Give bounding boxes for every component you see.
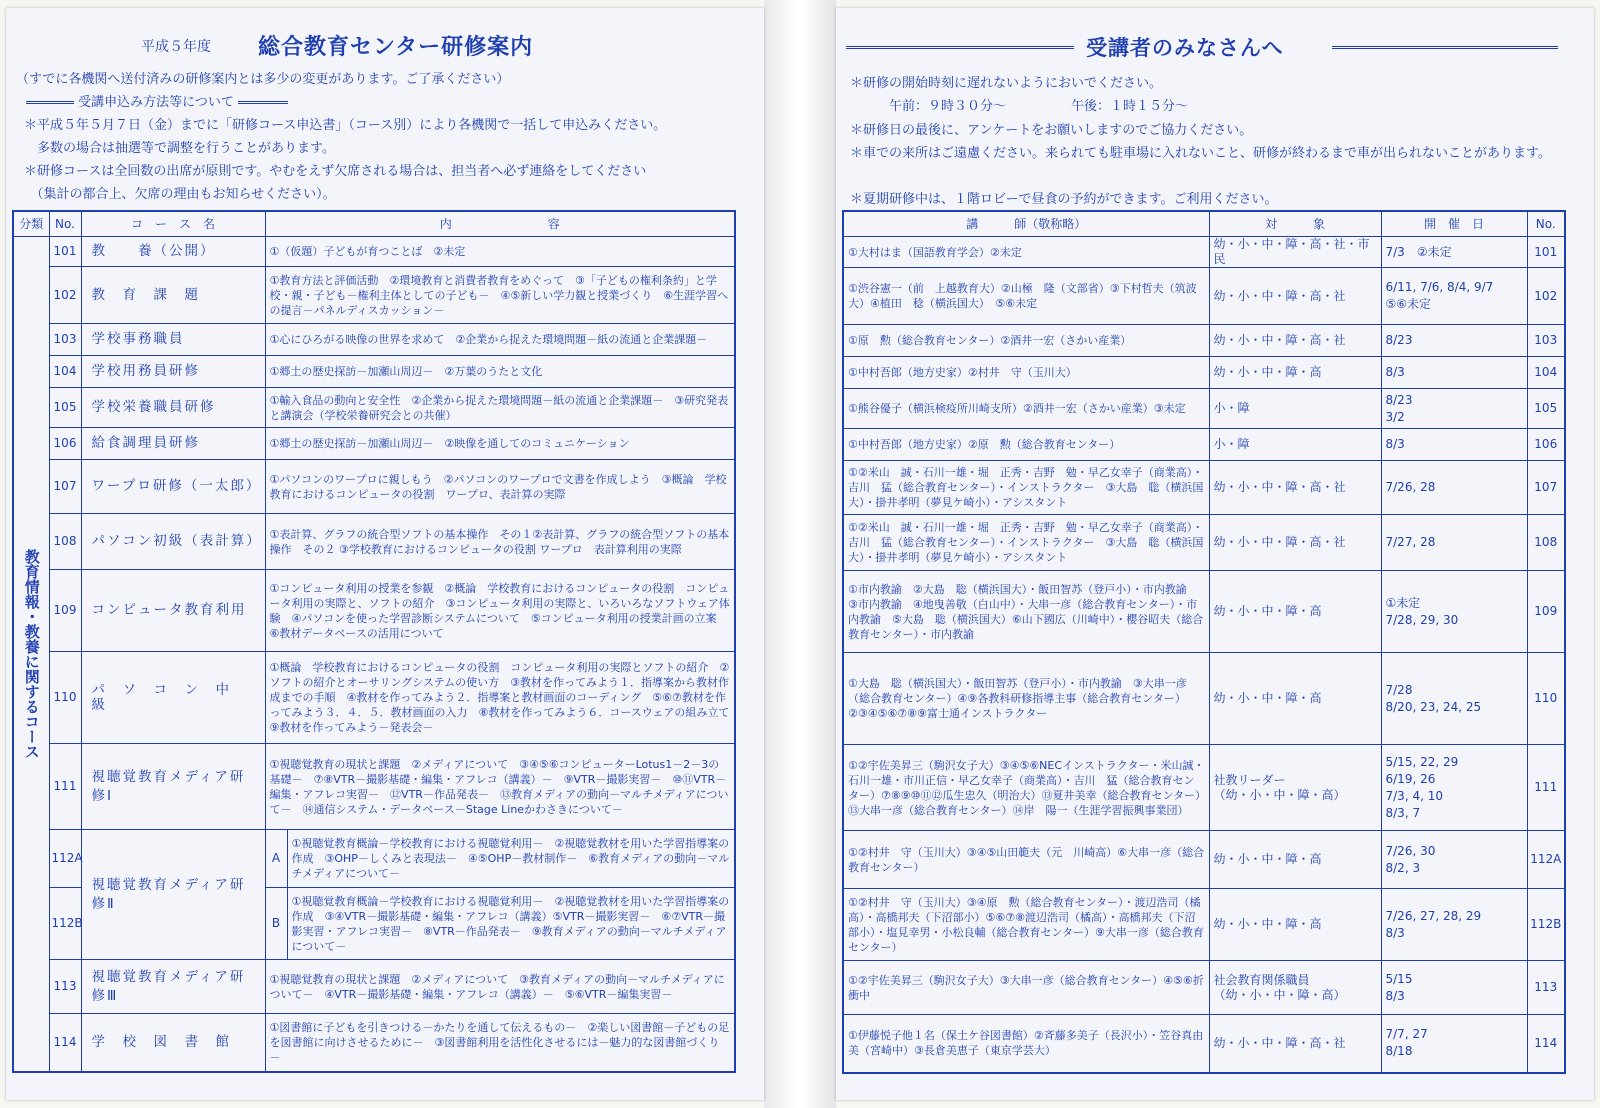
lecturer: ①大村はま（国語教育学会）②未定 (843, 237, 1209, 268)
target: 幼・小・中・障・高 (1209, 831, 1381, 889)
course-content: ①（仮題）子どもが育つことば ②未定 (265, 237, 735, 267)
course-name: 給食調理員研修 (81, 428, 265, 460)
lecturer: ①熊谷優子（横浜検疫所川崎支所）②酒井一宏（さかい産業）③未定 (843, 389, 1209, 429)
course-no: 110 (49, 652, 81, 744)
header-target: 対 象 (1209, 211, 1381, 237)
course-content: ①心にひろがる映像の世界を求めて ②企業から捉えた環境問題－紙の流通と企業課題－ (265, 324, 735, 356)
target: 幼・小・中・障・高 (1209, 653, 1381, 745)
lecturer: ①中村吾郎（地方史家）②村井 守（玉川大） (843, 357, 1209, 389)
category-label: 教育情報・教養に関するコース (13, 237, 49, 1072)
header-course: コ ー ス 名 (81, 211, 265, 237)
dates: 6/11, 7/6, 8/4, 9/7 ⑤⑥未定 (1381, 268, 1527, 325)
course-table (12, 210, 741, 1073)
section-heading (26, 91, 288, 114)
heading-rule (238, 101, 288, 104)
target: 社教リーダー （幼・小・中・障・高） (1209, 745, 1381, 831)
course-no: 105 (1527, 389, 1565, 429)
course-content: ①視聴覚教育概論－学校教育における視聴覚利用－ ②視聴覚教材を用いた学習指導案の作成 ③④VTR－撮影基礎・編集・アフレコ（講義）⑤VTR－撮影実習－ ⑥⑦VTR－撮影実習・アフレコ実習－ ⑧VTR－作品発表－ ⑨教育メディアの動向－マルチメディアについて－ (287, 888, 735, 960)
course-no: 111 (49, 744, 81, 830)
dates: 7/26, 27, 28, 29 8/3 (1381, 889, 1527, 961)
course-no: 110 (1527, 653, 1565, 745)
course-content: ①概論 学校教育におけるコンピュータの役割 コンピュータ利用の実際とソフトの紹介 ②ソフトの紹介とオーサリングシステムの使い方 ③教材を作ってみよう１．指導案から教材作成までの手順 ④教材を作ってみよう２．指導案と教材画面のコーディング ⑤⑥⑦教材を作ってみよう３．４．５．教材画面の入力 ⑧教材を作ってみよう６．コースウェアの組み立て ⑨教材を作ってみよう－発表会－ (265, 652, 735, 744)
course-no: 101 (1527, 237, 1565, 268)
section-marker: A (265, 830, 287, 888)
course-no: 112A (49, 830, 81, 888)
course-name: 学 校 図 書 館 (81, 1014, 265, 1072)
course-content: ①教育方法と評価活動 ②環境教育と消費者教育をめぐって ③「子どもの権利条約」と学校・親・子ども－権利主体としての子ども－ ④⑤新しい学力観と授業づくり ⑥生涯学習への提言－パネルディスカッション－ (265, 267, 735, 324)
course-content: ①郷土の歴史探訪－加瀬山周辺－ ②万葉のうたと文化 (265, 356, 735, 388)
right-page (836, 8, 1594, 1100)
lecturer: ①原 勲（総合教育センター）②酒井一宏（さかい産業） (843, 325, 1209, 357)
lecturer: ①大島 聡（横浜国大）・飯田智苏（登戸小）・市内教諭 ③大串一彦（総合教育センター）④⑨各教科研修指導主事（総合教育センター）②③④⑤⑥⑦⑧⑨富士通インストラクター (843, 653, 1209, 745)
course-no: 103 (1527, 325, 1565, 357)
course-name: 学校用務員研修 (81, 356, 265, 388)
course-no: 112B (49, 888, 81, 960)
heading-rule (26, 101, 74, 104)
course-name: コンピュータ教育利用 (81, 570, 265, 652)
course-no: 105 (49, 388, 81, 428)
course-name: ワープロ研修（一太郎） (81, 460, 265, 514)
target: 幼・小・中・障・高・社 (1209, 1015, 1381, 1073)
course-name: 教 育 課 題 (81, 267, 265, 324)
target: 幼・小・中・障・高 (1209, 571, 1381, 653)
course-no: 109 (1527, 571, 1565, 653)
course-no: 108 (1527, 515, 1565, 571)
course-content: ①視聴覚教育の現状と課題 ②メディアについて ③④⑤⑥コンピューターLotus1－2－3の基礎－ ⑦⑧VTR－撮影基礎・編集・アフレコ（講義）－ ⑨VTR－撮影実習－ ⑩⑪VTR－編集・アフレコ実習－ ⑫VTR－作品発表－ ⑬教育メディアの動向－マルチメディアについて－ ⑭通信システム・データベース－Stage Lineかわさきについて－ (265, 744, 735, 830)
section-marker: B (265, 888, 287, 960)
course-no: 114 (49, 1014, 81, 1072)
course-content: ①表計算、グラフの統合型ソフトの基本操作 その１②表計算、グラフの統合型ソフトの基本操作 その２ ③学校教育におけるコンピュータの役割 ワープロ 表計算利用の実際 (265, 514, 735, 570)
lecturer: ①伊藤悦子他１名（保土ケ谷図書館）②斉藤多美子（長沢小）・笠谷真由美（宮崎中）③長倉美恵子（東京学芸大） (843, 1015, 1209, 1073)
title-rule (1332, 46, 1558, 49)
course-name: 視聴覚教育メディア研修Ⅲ (81, 960, 265, 1014)
course-no: 112B (1527, 889, 1565, 961)
target: 幼・小・中・障・高 (1209, 357, 1381, 389)
target: 幼・小・中・障・高・社・市民 (1209, 237, 1381, 268)
change-notice: （すでに各機関へ送付済みの研修案内とは多少の変更があります。ご了承ください） (16, 72, 510, 87)
course-name: 視聴覚教育メディア研修Ⅰ (81, 744, 265, 830)
bullet: ＊研修コースは全回数の出席が原則です。やむをえず欠席される場合は、担当者へ必ず連絡をしてください (24, 164, 647, 179)
target: 小・障 (1209, 389, 1381, 429)
course-content: ①コンピュータ利用の授業を参観 ②概論 学校教育におけるコンピュータの役割 コンピュータ利用の実際と、ソフトの紹介 ③コンピュータ利用の実際と、いろいろなソフトウェア体験 ④パソコンを使った学習診断システムについて ⑤コンピュータ利用の授業計画の立案 ⑥教材データベースの活用について (265, 570, 735, 652)
course-no: 106 (49, 428, 81, 460)
course-name: パ ソ コ ン 中 級 (81, 652, 265, 744)
section-heading-text: 受講申込み方法等について (78, 95, 234, 110)
header-no: No. (1527, 211, 1565, 237)
target: 幼・小・中・障・高・社 (1209, 461, 1381, 515)
course-no: 102 (1527, 268, 1565, 325)
bullet: （集計の都合上、欠席の理由もお知らせください）。 (24, 187, 336, 202)
note: ＊夏期研修中は、１階ロビーで昼食の予約ができます。ご利用ください。 (850, 192, 1278, 207)
course-name: パソコン初級（表計算） (81, 514, 265, 570)
note: ＊車での来所はご遠慮ください。来られても駐車場に入れないこと、研修が終わるまで車が出られないことがあります。 (850, 146, 1551, 161)
dates: 7/3 ②未定 (1381, 237, 1527, 268)
course-content: ①郷土の歴史探訪－加瀬山周辺－ ②映像を通してのコミュニケーション (265, 428, 735, 460)
target: 幼・小・中・障・高・社 (1209, 268, 1381, 325)
note: ＊研修日の最後に、アンケートをお願いしますのでご協力ください。 (850, 123, 1253, 138)
note: ＊研修の開始時刻に遅れないようにおいでください。 (850, 76, 1163, 91)
dates: 8/23 3/2 (1381, 389, 1527, 429)
course-no: 106 (1527, 429, 1565, 461)
right-page-title: 受講者のみなさんへ (1086, 36, 1284, 60)
lecturer: ①市内教諭 ②大島 聡（横浜国大）・飯田智苏（登戸小）・市内教諭 ③市内教諭 ④地曳善敬（白山中）・大串一彦（総合教育センター）・市内教諭 ⑤大島 聡（横浜国大）⑥山下國広（川崎中）・櫻谷昭夫（総合教育センター）・市内教諭 (843, 571, 1209, 653)
course-no: 103 (49, 324, 81, 356)
course-content: ①図書館に子どもを引きつける－かたりを通して伝えるもの－ ②楽しい図書館－子どもの足を図書館に向けさせるために－ ③図書館利用を活性化させるには－魅力的な図書館づくり－ (265, 1014, 735, 1072)
page-title: 総合教育センター研修案内 (258, 35, 534, 60)
target: 幼・小・中・障・高・社 (1209, 515, 1381, 571)
course-no: 111 (1527, 745, 1565, 831)
course-no: 104 (1527, 357, 1565, 389)
course-no: 101 (49, 237, 81, 267)
lecturer-table (842, 210, 1566, 1074)
course-name: 教 養（公開） (81, 237, 265, 267)
course-no: 107 (49, 460, 81, 514)
lecturer: ①渋谷憲一（前 上越教育大）②山極 隆（文部省）③下村哲夫（筑波大）④植田 稔（横浜国大） ⑤⑥未定 (843, 268, 1209, 325)
course-name: 学校栄養職員研修 (81, 388, 265, 428)
course-name: 学校事務職員 (81, 324, 265, 356)
dates: 7/26, 30 8/2, 3 (1381, 831, 1527, 889)
header-no: No. (49, 211, 81, 237)
course-no: 107 (1527, 461, 1565, 515)
header-category: 分類 (13, 211, 49, 237)
header-dates: 開 催 日 (1381, 211, 1527, 237)
note-times: 午前：９時３０分～ 午後：１時１５分～ (850, 99, 1189, 114)
bullet: ＊平成５年５月７日（金）までに「研修コース申込書」（コース別）により各機関で一括して申込みください。 (24, 118, 667, 133)
lecturer: ①②村井 守（玉川大）③④⑤山田範夫（元 川崎高）⑥大串一彦（総合教育センター） (843, 831, 1209, 889)
course-no: 104 (49, 356, 81, 388)
course-no: 112A (1527, 831, 1565, 889)
title-rule (846, 46, 1074, 49)
binding-gutter (764, 0, 836, 1108)
target: 幼・小・中・障・高 (1209, 889, 1381, 961)
fiscal-year: 平成５年度 (141, 39, 211, 55)
dates: 7/26, 28 (1381, 461, 1527, 515)
course-name: 視聴覚教育メディア研修Ⅱ (81, 830, 265, 960)
dates: 7/27, 28 (1381, 515, 1527, 571)
target: 幼・小・中・障・高・社 (1209, 325, 1381, 357)
left-page (6, 8, 764, 1100)
dates: 7/28 8/20, 23, 24, 25 (1381, 653, 1527, 745)
header-content: 内 容 (265, 211, 735, 237)
lecturer: ①②宇佐美昇三（駒沢女子大）③大串一彦（総合教育センター）④⑤⑥折衝中 (843, 961, 1209, 1015)
header-lecturer: 講 師（敬称略） (843, 211, 1209, 237)
lecturer: ①②米山 誠・石川一雄・堀 正秀・吉野 勉・早乙女幸子（商業高）・吉川 猛（総合教育センター）・インストラクター ③大島 聡（横浜国大）・掛井孝明（夢見ケ崎小）・アシスタント (843, 461, 1209, 515)
bullet: 多数の場合は抽選等で調整を行うことがあります。 (24, 141, 335, 156)
dates: 7/7, 27 8/18 (1381, 1015, 1527, 1073)
course-content: ①輸入食品の動向と安全性 ②企業から捉えた環境問題－紙の流通と企業課題－ ③研究発表と講演会（学校栄養研究会との共催） (265, 388, 735, 428)
lecturer: ①②米山 誠・石川一雄・堀 正秀・吉野 勉・早乙女幸子（商業高）・吉川 猛（総合教育センター）・インストラクター ③大島 聡（横浜国大）・掛井孝明（夢見ケ崎小）・アシスタント (843, 515, 1209, 571)
course-no: 102 (49, 267, 81, 324)
course-no: 109 (49, 570, 81, 652)
dates: 8/3 (1381, 357, 1527, 389)
course-content: ①視聴覚教育概論－学校教育における視聴覚利用－ ②視聴覚教材を用いた学習指導案の作成 ③OHP－しくみと表現法－ ④⑤OHP－教材制作－ ⑥教育メディアの動向－マルチメディアについて－ (287, 830, 735, 888)
course-no: 113 (49, 960, 81, 1014)
course-no: 108 (49, 514, 81, 570)
course-no: 114 (1527, 1015, 1565, 1073)
dates: 8/3 (1381, 429, 1527, 461)
course-content: ①視聴覚教育の現状と課題 ②メディアについて ③教育メディアの動向－マルチメディアについて－ ④VTR－撮影基礎・編集・アフレコ（講義）－ ⑤⑥VTR－編集実習－ (265, 960, 735, 1014)
dates: 8/23 (1381, 325, 1527, 357)
course-content: ①パソコンのワープロに親しもう ②パソコンのワープロで文書を作成しよう ③概論 学校教育におけるコンピュータの役割 ワープロ、表計算の実際 (265, 460, 735, 514)
dates: ①未定 7/28, 29, 30 (1381, 571, 1527, 653)
target: 社会教育関係職員 （幼・小・中・障・高） (1209, 961, 1381, 1015)
lecturer: ①②村井 守（玉川大）③④原 勲（総合教育センター）・渡辺浩司（橘高）・高橋邦夫（下沼部小）⑤⑥⑦⑧渡辺浩司（橘高）・高橋邦夫（下沼部小）・塩見幸男・小松良輔（総合教育センター）⑨大串一彦（総合教育センター） (843, 889, 1209, 961)
course-no: 113 (1527, 961, 1565, 1015)
lecturer: ①中村吾郎（地方史家）②原 勲（総合教育センター） (843, 429, 1209, 461)
right-title-bar (846, 32, 1564, 62)
dates: 5/15, 22, 29 6/19, 26 7/3, 4, 10 8/3, 7 (1381, 745, 1527, 831)
dates: 5/15 8/3 (1381, 961, 1527, 1015)
target: 小・障 (1209, 429, 1381, 461)
lecturer: ①②宇佐美昇三（駒沢女子大）③④⑤⑥NECインストラクター・米山誠・石川一雄・市川正信・早乙女幸子（商業高）・吉川 猛（総合教育センター）⑦⑧⑨⑩⑪⑫瓜生忠久（明治大）⑬夏井美幸（総合教育センター）⑬大串一彦（総合教育センター）⑭岸 陽一（生涯学習振興事業団） (843, 745, 1209, 831)
